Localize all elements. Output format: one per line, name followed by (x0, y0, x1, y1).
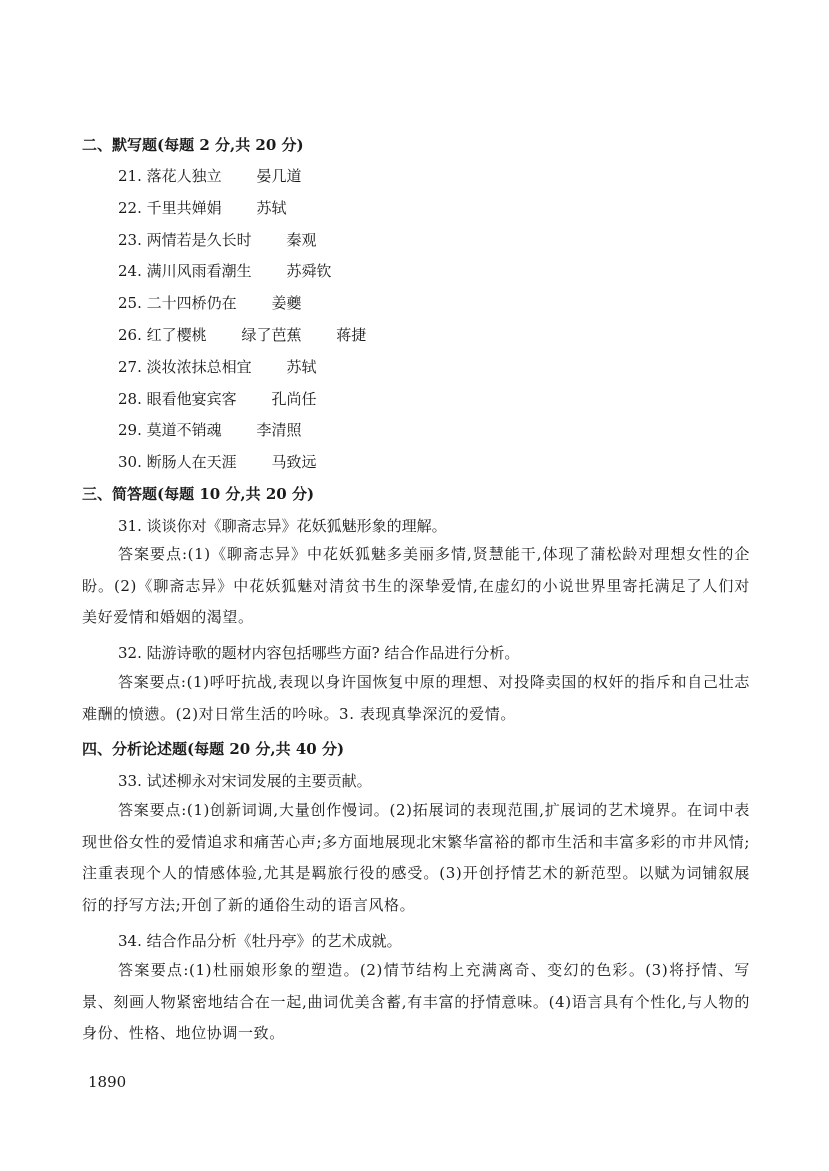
item-answer: 莫道不销魂 (146, 421, 222, 439)
item-answer: 眼看他宴宾客 (146, 390, 237, 408)
list-item (118, 197, 286, 218)
answer-34: 答案要点:(1)杜丽娘形象的塑造。(2)情节结构上充满离奇、变幻的色彩。(3)将抒情、写景、刻画人物紧密地结合在一起,曲词优美含蓄,有丰富的抒情意味。(4)语言具有个性化,与人物的身份、性格、地位协调一致。 (82, 961, 750, 1042)
list-item (118, 229, 316, 250)
item-author: 苏舜钦 (286, 262, 332, 280)
item-number: 30. (118, 453, 142, 471)
item-answer: 千里共婵娟 (146, 199, 222, 217)
item-author: 蒋捷 (336, 326, 367, 344)
section-4-title: 四、分析论述题(每题 20 分,共 40 分) (82, 740, 345, 758)
item-answer: 两情若是久长时 (146, 231, 252, 249)
item-number: 24. (118, 262, 142, 280)
item-answer: 淡妆浓抹总相宜 (146, 358, 252, 376)
item-number: 27. (118, 358, 142, 376)
list-item (118, 451, 316, 472)
item-number: 29. (118, 421, 142, 439)
item-author: 马致远 (271, 453, 317, 471)
list-item (118, 260, 331, 281)
item-answer: 二十四桥仍在 (146, 294, 237, 312)
item-number: 26. (118, 326, 142, 344)
list-item (118, 292, 301, 313)
list-item (118, 324, 366, 345)
section-3-title: 三、简答题(每题 10 分,共 20 分) (82, 485, 315, 503)
item-answer: 断肠人在天涯 (146, 453, 237, 471)
item-number: 22. (118, 199, 142, 217)
question-33: 33. 试述柳永对宋词发展的主要贡献。 (118, 772, 372, 790)
item-number: 28. (118, 390, 142, 408)
answer-33: 答案要点:(1)创新词调,大量创作慢词。(2)拓展词的表现范围,扩展词的艺术境界。在词中表现世俗女性的爱情追求和痛苦心声;多方面地展现北宋繁华富裕的都市生活和丰富多彩的市井风情;注重表现个人的情感体验,尤其是羁旅行役的感受。(3)开创抒情艺术的新范型。以赋为词铺叙展衍的抒写方法;开创了新的通俗生动的语言风格。 (82, 801, 750, 914)
list-item (118, 165, 301, 186)
item-author: 苏轼 (256, 199, 287, 217)
item-author: 姜夔 (271, 294, 302, 312)
question-31: 31. 谈谈你对《聊斋志异》花妖狐魅形象的理解。 (118, 517, 447, 535)
question-32: 32. 陆游诗歌的题材内容包括哪些方面? 结合作品进行分析。 (118, 644, 520, 662)
item-author: 苏轼 (286, 358, 317, 376)
item-number: 25. (118, 294, 142, 312)
section-2-title: 二、默写题(每题 2 分,共 20 分) (82, 136, 304, 154)
page-number: 1890 (88, 1073, 127, 1091)
list-item (118, 388, 316, 409)
item-author: 孔尚任 (271, 390, 317, 408)
list-item (118, 356, 316, 377)
item-answer: 落花人独立 (146, 167, 222, 185)
item-author: 秦观 (286, 231, 317, 249)
item-number: 23. (118, 231, 142, 249)
item-author: 晏几道 (256, 167, 302, 185)
item-author: 李清照 (256, 421, 302, 439)
item-answer: 红了樱桃 (146, 326, 207, 344)
answer-31: 答案要点:(1)《聊斋志异》中花妖狐魅多美丽多情,贤慧能干,体现了蒲松龄对理想女性的企盼。(2)《聊斋志异》中花妖狐魅对清贫书生的深挚爱情,在虚幻的小说世界里寄托满足了人们对美好爱情和婚姻的渴望。 (82, 545, 750, 626)
item-number: 21. (118, 167, 142, 185)
answer-32: 答案要点:(1)呼吁抗战,表现以身许国恢复中原的理想、对投降卖国的权奸的指斥和自己壮志难酬的愤懑。(2)对日常生活的吟咏。3. 表现真挚深沉的爱情。 (82, 673, 750, 723)
item-answer-2: 绿了芭蕉 (241, 326, 302, 344)
list-item (118, 419, 301, 440)
item-answer: 满川风雨看潮生 (146, 262, 252, 280)
question-34: 34. 结合作品分析《牡丹亭》的艺术成就。 (118, 932, 402, 950)
